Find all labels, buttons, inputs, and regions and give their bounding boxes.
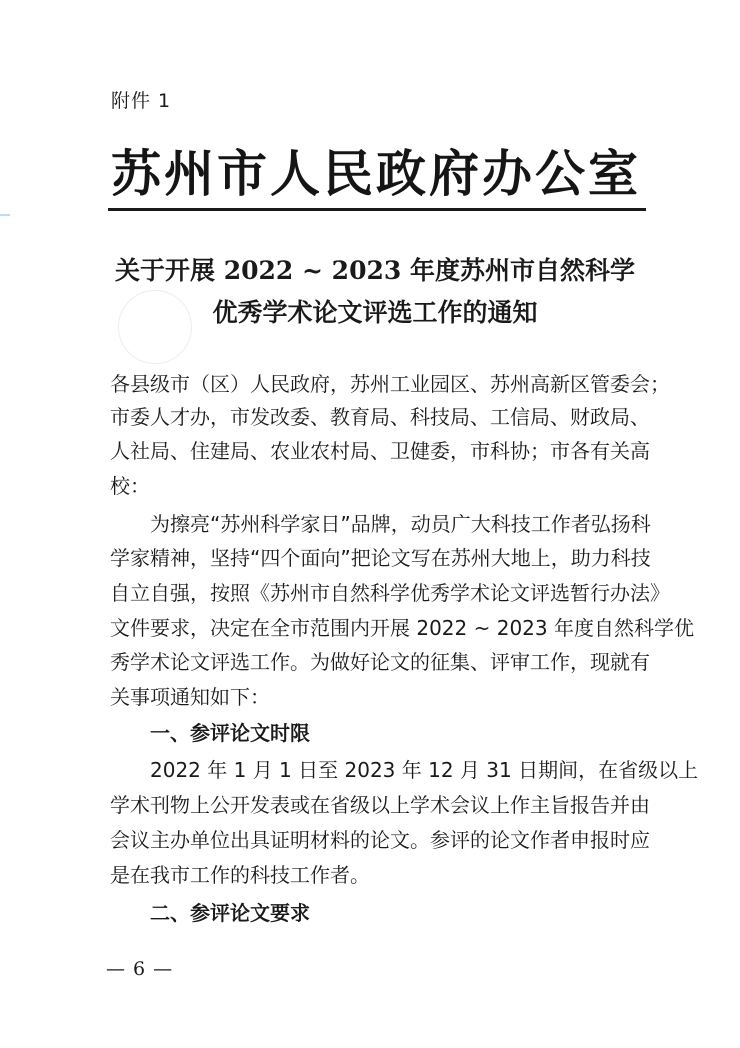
section-heading-2: 二、参评论文要求 — [150, 901, 310, 925]
body-paragraph-line: 会议主办单位出具证明材料的论文。参评的论文作者申报时应 — [110, 828, 650, 852]
section-heading-1: 一、参评论文时限 — [150, 721, 310, 745]
body-paragraph-line: 文件要求，决定在全市范围内开展 2022 ~ 2023 年度自然科学优 — [110, 616, 694, 640]
body-paragraph-line: 学术刊物上公开发表或在省级以上学术会议上作主旨报告并由 — [110, 793, 650, 817]
body-paragraph-line: 学家精神，坚持“四个面向”把论文写在苏州大地上，助力科技 — [110, 546, 651, 570]
issuing-office-title: 苏州市人民政府办公室 — [111, 144, 641, 203]
body-paragraph-line: 关事项通知如下： — [110, 685, 270, 709]
body-paragraph-line: 2022 年 1 月 1 日至 2023 年 12 月 31 日期间，在省级以上 — [150, 758, 699, 782]
body-paragraph-line: 自立自强，按照《苏州市自然科学优秀学术论文评选暂行办法》 — [110, 581, 670, 605]
recipients-line: 校： — [110, 474, 150, 498]
body-paragraph-line: 秀学术论文评选工作。为做好论文的征集、评审工作，现就有 — [110, 650, 650, 674]
body-paragraph-line: 是在我市工作的科技工作者。 — [110, 863, 370, 887]
attachment-label: 附件 1 — [111, 90, 172, 112]
header-divider — [108, 208, 646, 211]
recipients-line: 人社局、住建局、农业农村局、卫健委，市科协；市各有关高 — [110, 439, 650, 463]
recipients-line: 各县级市（区）人民政府，苏州工业园区、苏州高新区管委会； — [110, 372, 670, 396]
notice-title-line-2: 优秀学术论文评选工作的通知 — [212, 298, 538, 327]
body-paragraph-line: 为擦亮“苏州科学家日”品牌，动员广大科技工作者弘扬科 — [150, 512, 651, 536]
recipients-line: 市委人才办，市发改委、教育局、科技局、工信局、财政局、 — [110, 405, 650, 429]
page-number: — 6 — — [106, 958, 174, 980]
scan-edge-mark — [0, 214, 10, 216]
notice-title-line-1: 关于开展 2022 ~ 2023 年度苏州市自然科学 — [115, 256, 635, 285]
